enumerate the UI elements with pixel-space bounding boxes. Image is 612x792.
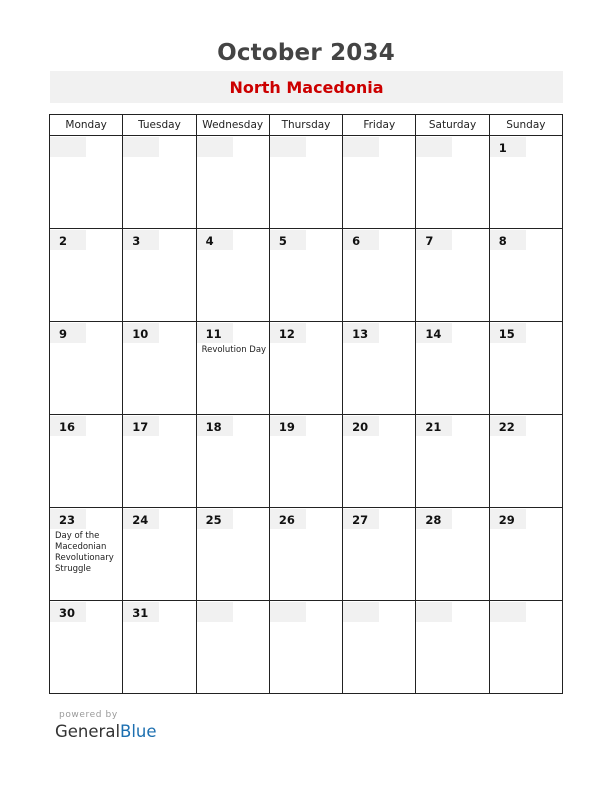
powered-by-label: powered by xyxy=(59,710,118,720)
empty-day-cell xyxy=(343,601,416,694)
day-cell xyxy=(343,229,416,322)
empty-day-cell xyxy=(50,136,123,229)
week-row xyxy=(50,322,563,415)
day-number: 24 xyxy=(123,509,159,529)
day-cell xyxy=(269,322,342,415)
day-number xyxy=(343,602,379,622)
day-cell xyxy=(269,229,342,322)
weekday-header: Wednesday xyxy=(196,115,269,136)
day-number xyxy=(490,602,526,622)
holiday-label: Revolution Day xyxy=(201,345,267,355)
day-number: 20 xyxy=(343,416,379,436)
day-number: 8 xyxy=(490,230,526,250)
day-number: 13 xyxy=(343,323,379,343)
day-cell xyxy=(50,322,123,415)
day-cell xyxy=(123,229,196,322)
weekday-header: Friday xyxy=(343,115,416,136)
day-cell xyxy=(343,322,416,415)
day-number: 21 xyxy=(416,416,452,436)
day-cell xyxy=(196,415,269,508)
day-number: 5 xyxy=(270,230,306,250)
brand-logo[interactable] xyxy=(55,721,157,743)
day-cell xyxy=(416,415,489,508)
day-cell xyxy=(489,229,562,322)
day-cell xyxy=(123,322,196,415)
day-number: 27 xyxy=(343,509,379,529)
empty-day-cell xyxy=(416,136,489,229)
week-row xyxy=(50,601,563,694)
weekday-header: Sunday xyxy=(489,115,562,136)
day-cell xyxy=(489,415,562,508)
empty-day-cell xyxy=(123,136,196,229)
brand-general: General xyxy=(55,722,121,741)
empty-day-cell xyxy=(416,601,489,694)
day-number: 31 xyxy=(123,602,159,622)
empty-day-cell xyxy=(269,136,342,229)
day-cell xyxy=(50,415,123,508)
day-cell xyxy=(489,136,562,229)
country-name: North Macedonia xyxy=(229,78,384,97)
day-number: 14 xyxy=(416,323,452,343)
day-cell xyxy=(196,508,269,601)
day-number: 22 xyxy=(490,416,526,436)
country-banner xyxy=(50,71,563,103)
day-cell xyxy=(489,508,562,601)
day-number: 10 xyxy=(123,323,159,343)
weekday-header: Monday xyxy=(50,115,123,136)
week-row xyxy=(50,508,563,601)
day-number xyxy=(123,137,159,157)
day-cell xyxy=(123,415,196,508)
day-number xyxy=(50,137,86,157)
day-cell xyxy=(123,508,196,601)
day-cell xyxy=(416,508,489,601)
holiday-label: Day of the Macedonian Revolutionary Struggle xyxy=(55,531,114,574)
day-number: 25 xyxy=(197,509,233,529)
day-cell xyxy=(50,601,123,694)
day-number xyxy=(416,602,452,622)
footer-branding xyxy=(55,709,157,743)
day-number xyxy=(197,137,233,157)
day-number: 9 xyxy=(50,323,86,343)
day-cell xyxy=(50,229,123,322)
week-row xyxy=(50,136,563,229)
weekday-header: Tuesday xyxy=(123,115,196,136)
brand-blue: Blue xyxy=(120,722,157,741)
day-number xyxy=(416,137,452,157)
day-number: 3 xyxy=(123,230,159,250)
empty-day-cell xyxy=(269,601,342,694)
day-number: 12 xyxy=(270,323,306,343)
day-number xyxy=(270,602,306,622)
day-number: 17 xyxy=(123,416,159,436)
day-number xyxy=(270,137,306,157)
day-cell xyxy=(343,415,416,508)
day-number: 7 xyxy=(416,230,452,250)
weekday-header: Saturday xyxy=(416,115,489,136)
day-cell xyxy=(416,229,489,322)
day-cell xyxy=(123,601,196,694)
day-cell xyxy=(416,322,489,415)
week-row xyxy=(50,229,563,322)
page-title: October 2034 xyxy=(217,40,395,66)
day-number: 19 xyxy=(270,416,306,436)
day-number: 11 xyxy=(197,323,233,343)
weekday-header: Thursday xyxy=(269,115,342,136)
day-number: 29 xyxy=(490,509,526,529)
day-number: 15 xyxy=(490,323,526,343)
day-number: 4 xyxy=(197,230,233,250)
calendar-grid xyxy=(49,114,563,694)
day-cell xyxy=(196,229,269,322)
empty-day-cell xyxy=(343,136,416,229)
week-row xyxy=(50,415,563,508)
day-cell xyxy=(489,322,562,415)
day-cell xyxy=(269,415,342,508)
day-number: 23 xyxy=(50,509,86,529)
day-number: 28 xyxy=(416,509,452,529)
empty-day-cell xyxy=(489,601,562,694)
day-number: 1 xyxy=(490,137,526,157)
day-number: 16 xyxy=(50,416,86,436)
weekday-header-row xyxy=(50,115,563,136)
day-number: 18 xyxy=(197,416,233,436)
day-number: 6 xyxy=(343,230,379,250)
day-number xyxy=(343,137,379,157)
day-cell xyxy=(196,322,269,415)
day-cell xyxy=(343,508,416,601)
empty-day-cell xyxy=(196,601,269,694)
day-cell xyxy=(50,508,123,601)
empty-day-cell xyxy=(196,136,269,229)
day-number: 30 xyxy=(50,602,86,622)
day-number: 26 xyxy=(270,509,306,529)
day-cell xyxy=(269,508,342,601)
day-number xyxy=(197,602,233,622)
day-number: 2 xyxy=(50,230,86,250)
